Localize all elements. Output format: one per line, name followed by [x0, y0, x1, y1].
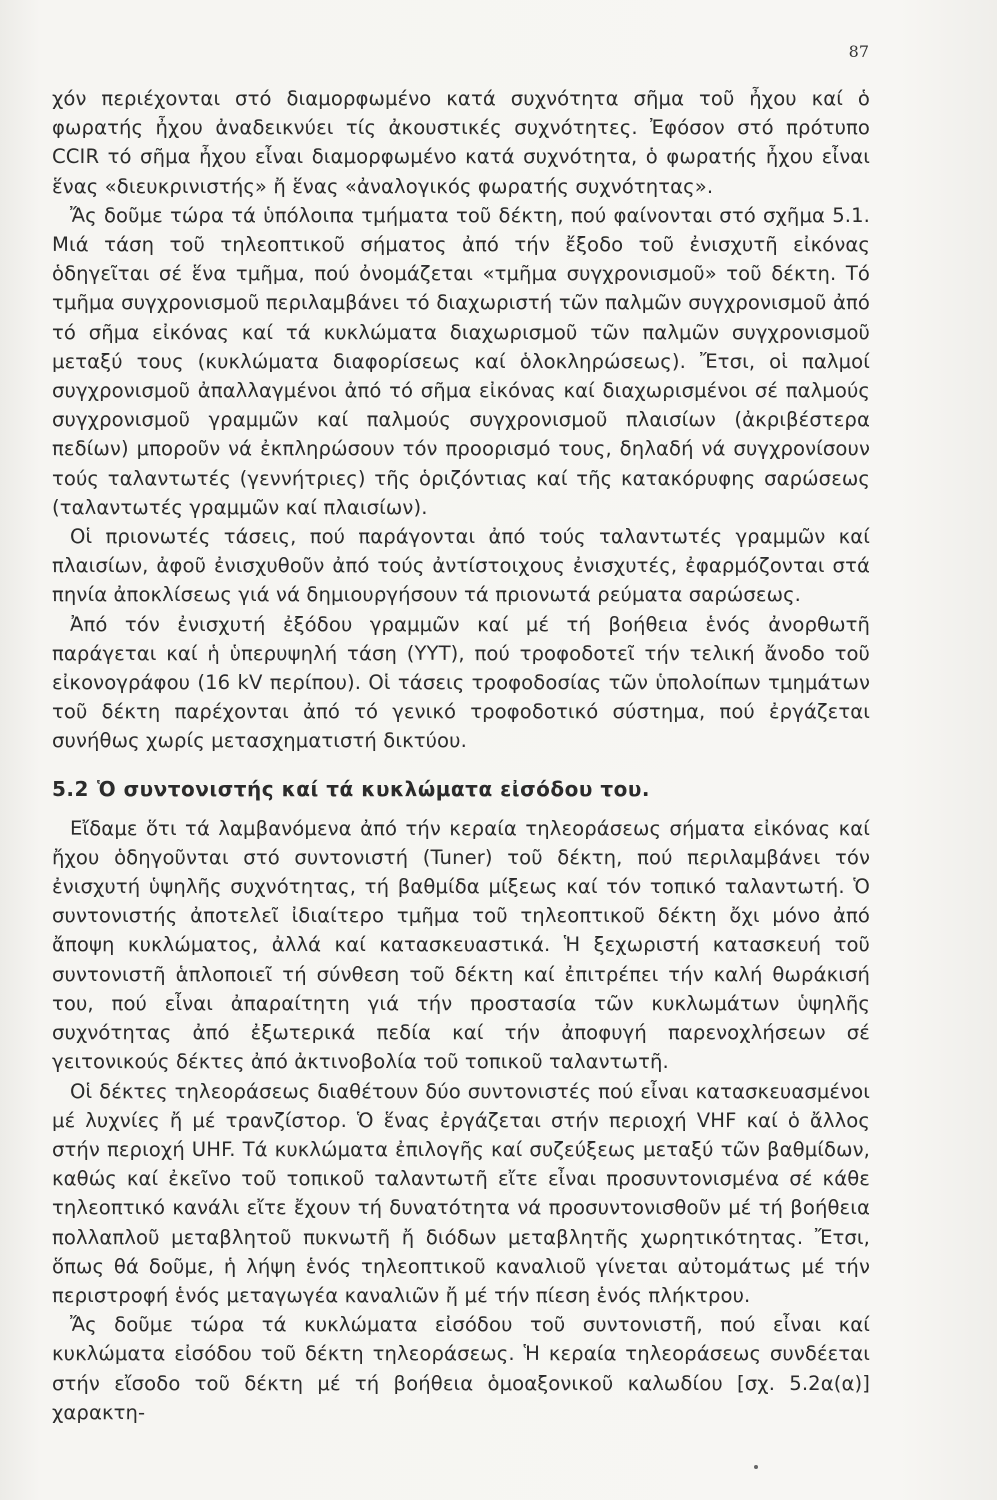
paragraph-6: Οἱ δέκτες τηλεοράσεως διαθέτουν δύο συντονιστές πού εἶναι κατασκευασμένοι μέ λυχνίες ἤ μέ τρανζίστορ. Ὁ ἕνας ἐργάζεται στήν περιοχή VHF καί ὁ ἄλλος στήν περιοχή UHF. Τά κυκλώματα ἐπιλογῆς καί συζεύξεως μεταξύ τῶν βαθμίδων, καθώς καί ἐκεῖνο τοῦ τοπικοῦ ταλαντωτῆ εἴτε εἶναι προσυντονισμένα σέ κάθε τηλεοπτικό κανάλι εἴτε ἔχουν τή δυνατότητα νά προσυντονισθοῦν μέ τή βοήθεια πολλαπλοῦ μεταβλητοῦ πυκνωτῆ ἤ διόδων μεταβλητῆς χωρητικότητας. Ἔτσι, ὅπως θά δοῦμε, ἡ λήψη ἑνός τηλεοπτικοῦ καναλιοῦ γίνεται αὐτομάτως μέ τήν περιστροφή ἑνός μεταγωγέα καναλιῶν ἤ μέ τήν πίεση ἑνός πλήκτρου. — [52, 1079, 870, 1307]
paragraph-5: Εἴδαμε ὅτι τά λαμβανόμενα ἀπό τήν κεραία τηλεοράσεως σήματα εἰκόνας καί ἤχου ὁδηγοῦνται στό συντονιστή (Tuner) τοῦ δέκτη, πού περιλαμβάνει τόν ἐνισχυτή ὑψηλῆς συχνότητας, τή βαθμίδα μίξεως καί τόν τοπικό ταλαντωτή. Ὁ συντονιστής ἀποτελεῖ ἰδιαίτερο τμῆμα τοῦ τηλεοπτικοῦ δέκτη ὄχι μόνο ἀπό ἄποψη κυκλώματος, ἀλλά καί κατασκευαστικά. Ἡ ξεχωριστή κατασκευή τοῦ συντονιστῆ ἁπλοποιεῖ τή σύνθεση τοῦ δέκτη καί ἐπιτρέπει τήν καλή θωράκισή του, πού εἶναι ἀπαραίτητη γιά τήν προστασία τῶν κυκλωμάτων ὑψηλῆς συχνότητας ἀπό ἐξωτερικά πεδία καί τήν ἀποφυγή παρενοχλήσεων σέ γειτονικούς δέκτες ἀπό ἀκτινοβολία τοῦ τοπικοῦ ταλαντωτῆ. — [52, 816, 870, 1074]
section-heading — [52, 774, 870, 804]
paragraph-4: Ἀπό τόν ἐνισχυτή ἐξόδου γραμμῶν καί μέ τή βοήθεια ἑνός ἀνορθωτῆ παράγεται καί ἡ ὑπερυψηλή τάση (ΥΥΤ), πού τροφοδοτεῖ τήν τελική ἄνοδο τοῦ εἰκονογράφου (16 kV περίπου). Οἱ τάσεις τροφοδοσίας τῶν ὑπολοίπων τμημάτων τοῦ δέκτη παρέχονται ἀπό τό γενικό τροφοδοτικό σύστημα, πού ἐργάζεται συνήθως χωρίς μετασχηματιστή δικτύου. — [52, 612, 870, 753]
speck-mark — [754, 1465, 758, 1469]
paragraph-7: Ἄς δοῦμε τώρα τά κυκλώματα εἰσόδου τοῦ συντονιστῆ, πού εἶναι καί κυκλώματα εἰσόδου τοῦ δέκτη τηλεοράσεως. Ἡ κεραία τηλεοράσεως συνδέεται στήν εἴσοδο τοῦ δέκτη μέ τή βοήθεια ὁμοαξονικοῦ καλωδίου [σχ. 5.2α(α)] χαρακτη- — [52, 1313, 870, 1424]
page-number: 87 — [848, 42, 869, 61]
paragraph-2: Ἄς δοῦμε τώρα τά ὑπόλοιπα τμήματα τοῦ δέκτη, πού φαίνονται στό σχῆμα 5.1. Μιά τάση τοῦ τηλεοπτικοῦ σήματος ἀπό τήν ἔξοδο τοῦ ἐνισχυτῆ εἰκόνας ὁδηγεῖται σέ ἕνα τμῆμα, πού ὀνομάζεται «τμῆμα συγχρονισμοῦ» τοῦ δέκτη. Τό τμῆμα συγχρονισμοῦ περιλαμβάνει τό διαχωριστή τῶν παλμῶν συγχρονισμοῦ ἀπό τό σῆμα εἰκόνας καί τά κυκλώματα διαχωρισμοῦ τῶν παλμῶν συγχρονισμοῦ μεταξύ τους (κυκλώματα διαφορίσεως καί ὁλοκληρώσεως). Ἔτσι, οἱ παλμοί συγχρονισμοῦ ἀπαλλαγμένοι ἀπό τό σῆμα εἰκόνας καί διαχωρισμένοι σέ παλμούς συγχρονισμοῦ γραμμῶν καί παλμούς συγχρονισμοῦ πλαισίων (ἀκριβέστερα πεδίων) μποροῦν νά ἐκπληρώσουν τόν προορισμό τους, δηλαδή νά συγχρονίσουν τούς ταλαντωτές (γεννήτριες) τῆς ὁριζόντιας καί τῆς κατακόρυφης σαρώσεως (ταλαντωτές γραμμῶν καί πλαισίων). — [52, 203, 870, 519]
section-number: 5.2 — [52, 776, 89, 801]
section-title: Ὁ συντονιστής καί τά κυκλώματα εἰσόδου του. — [96, 776, 650, 801]
paragraph-3: Οἱ πριονωτές τάσεις, πού παράγονται ἀπό τούς ταλαντωτές γραμμῶν καί πλαισίων, ἀφοῦ ἐνισχυθοῦν ἀπό τούς ἀντίστοιχους ἐνισχυτές, ἐφαρμόζονται στά πηνία ἀποκλίσεως γιά νά δημιουργήσουν τά πριονωτά ρεύματα σαρώσεως. — [52, 525, 870, 607]
paragraph-1: χόν περιέχονται στό διαμορφωμένο κατά συχνότητα σῆμα τοῦ ἦχου καί ὁ φωρατής ἦχου ἀναδεικνύει τίς ἀκουστικές συχνότητες. Ἐφόσον στό πρότυπο CCIR τό σῆμα ἦχου εἶναι διαμορφωμένο κατά συχνότητα, ὁ φωρατής ἦχου εἶναι ἕνας «διευκρινιστής» ἤ ἕνας «ἀναλογικός φωρατής συχνότητας». — [52, 87, 870, 198]
body-text — [52, 84, 870, 1427]
